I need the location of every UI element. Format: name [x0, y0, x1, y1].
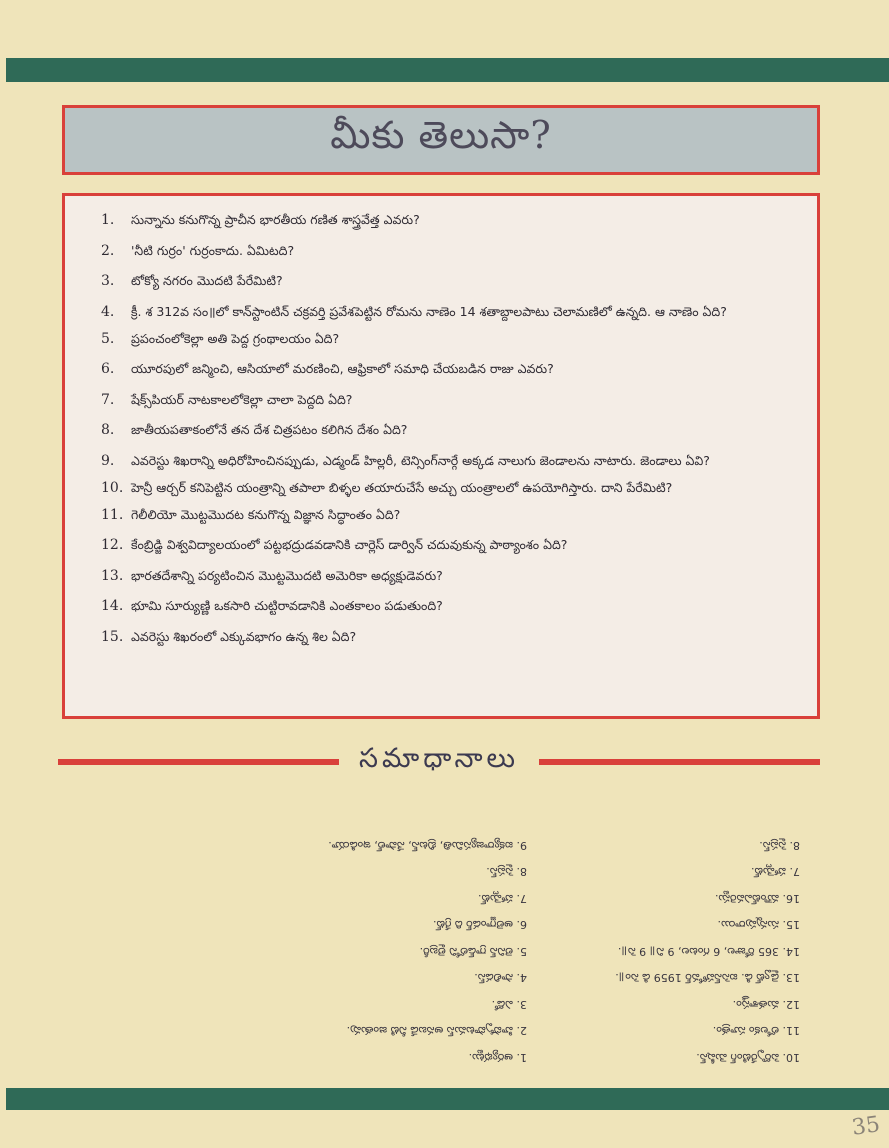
question-item	[101, 451, 801, 471]
answer-item: 8. సైప్రస్.	[486, 865, 527, 879]
question-item	[101, 505, 801, 525]
answer-item: 1. ఆర్యభట్టు.	[468, 1051, 527, 1064]
question-item	[101, 271, 801, 291]
question-text: భారతదేశాన్ని పర్యటించిన మొట్టమొదటి అమెరికా అధ్యక్షుడెవరు?	[131, 567, 443, 583]
answer-item: 16. మౌంట్‌ఎవరెస్టు.	[714, 892, 800, 905]
question-number: 10.	[101, 479, 124, 496]
page-number: 35	[850, 1112, 882, 1141]
question-item	[101, 566, 801, 586]
answers-column-right	[553, 800, 800, 1070]
answers-upside-down	[280, 800, 800, 1070]
question-item	[101, 420, 801, 440]
question-number: 8.	[101, 422, 115, 438]
question-number: 4.	[101, 303, 115, 320]
question-text: జాతీయపతాకంలోనే తన దేశ చిత్రపటం కలిగిన దేశం ఏది?	[131, 422, 408, 437]
answer-item: 14. 365 రోజుల, 6 గంటల, 9 ని॥ 9 సె॥.	[617, 945, 800, 958]
answers-column-left	[280, 800, 527, 1070]
question-item	[101, 627, 801, 647]
question-number: 2.	[101, 242, 115, 259]
questions-box	[62, 193, 820, 719]
question-number: 7.	[101, 391, 115, 408]
question-item	[101, 302, 801, 322]
answer-item: 11. లోలకం సూత్రం.	[712, 1024, 800, 1038]
question-number: 14.	[101, 598, 124, 614]
answers-rule-right	[539, 759, 820, 765]
question-item	[101, 329, 801, 349]
question-number: 9.	[101, 452, 115, 469]
answer-item: 8. సైప్రస్.	[759, 839, 800, 852]
answers-title: సమాధానాలు	[359, 743, 519, 774]
question-text: గెలీలియో మొట్టమొదట కనుగొన్న విజ్ఞాన సిద్ధాంతం ఏది?	[131, 506, 401, 522]
answer-item: 7. హామ్లెట్.	[751, 865, 800, 879]
answer-item: 4. సాలిడస్.	[474, 971, 527, 985]
answer-item: 3. ఎడో.	[491, 998, 527, 1011]
question-number: 12.	[101, 537, 124, 553]
question-text: ఎవరెస్టు శిఖరంలో ఎక్కువభాగం ఉన్న శిల ఏది?	[131, 628, 357, 644]
answer-item: 7. హామ్లెట్.	[478, 892, 527, 905]
question-text: సున్నాను కనుగొన్న ప్రాచీన భారతీయ గణిత శాస్త్రవేత్త ఎవరు?	[131, 212, 420, 227]
answers-header	[58, 742, 820, 782]
bottom-green-band	[6, 1088, 889, 1110]
question-text: యూరపులో జన్మించి, ఆసియాలో మరణించి, ఆఫ్రికాలో సమాధి చేయబడిన రాజు ఎవరు?	[131, 361, 554, 376]
question-text: హెన్రీ ఆర్చర్ కనిపెట్టిన యంత్రాన్ని తపాలా బిళ్ళల తయారుచేసే అచ్చు యంత్రాలలో ఉపయోగిస్తారు. దాని పేరేమిటి?	[131, 479, 673, 495]
question-number: 6.	[101, 361, 115, 377]
question-text: టోక్యో నగరం మొదటి పేరేమిటి?	[131, 273, 283, 288]
question-list	[101, 210, 801, 647]
page-title: మీకు తెలుసా?	[330, 113, 552, 157]
answer-item: 6. అలెగ్జాండర్ ది గ్రేట్.	[432, 918, 527, 932]
question-text: కేంబ్రిడ్జి విశ్వవిద్యాలయంలో పట్టభద్రుడవడానికి చార్లెస్ డార్విన్ చదువుకున్న పాఠ్యాంశం ఏది?	[131, 537, 568, 552]
question-number: 15.	[101, 628, 124, 645]
question-item	[101, 210, 801, 230]
question-text: 'నీటి గుర్రం' గుర్రంకాదు. ఏమిటది?	[131, 242, 295, 258]
answer-item: 2. హిప్పోపొటమస్ అనబడే నీటి జంతువు.	[346, 1024, 527, 1038]
question-item	[101, 478, 801, 498]
question-item	[101, 535, 801, 555]
title-box	[62, 105, 820, 175]
question-text: క్రీ. శ 312వ సం॥లో కాన్‌స్టాంటిన్ చక్రవర్తి ప్రవేశపెట్టిన రోమను నాణెం 14 శతాబ్దాలపాటు చెలామణిలో ఉన్నది. ఆ నాణెం ఏది?	[131, 303, 727, 319]
answer-item: 15. సున్నపురాయి.	[717, 918, 800, 932]
question-text: భూమి సూర్యుణ్ణి ఒకసారి చుట్టిరావడానికి ఎంతకాలం పడుతుంది?	[131, 598, 443, 613]
question-item	[101, 241, 801, 261]
answers-rule-left	[58, 759, 339, 765]
question-number: 1.	[101, 212, 115, 228]
question-item	[101, 359, 801, 379]
question-item	[101, 390, 801, 410]
answer-item: 9. ఐక్యరాజ్యసమితి, బ్రిటన్, నేపాల్, ఇండియా.	[328, 839, 527, 852]
question-item	[101, 596, 801, 616]
question-number: 3.	[101, 273, 115, 289]
question-number: 13.	[101, 567, 124, 584]
answer-item: 10. పెర్ఫొరేటింగ్ మెషీన్.	[696, 1051, 800, 1064]
question-text: ప్రపంచంలోకెల్లా అతి పెద్ద గ్రంథాలయం ఏది?	[131, 330, 340, 346]
top-green-band	[6, 58, 889, 82]
question-number: 5.	[101, 330, 115, 347]
answer-item: 5. లెనిన్ గ్రాడ్‌లోని లైబ్రరీ.	[419, 945, 527, 958]
answer-item: 12. మతశాస్త్రం.	[732, 998, 800, 1011]
answer-item: 13. డ్వైట్ డి. ఐసెన్‌హోవర్ 1959 డి సెం॥.	[615, 971, 800, 985]
question-number: 11.	[101, 506, 124, 523]
question-text: షేక్స్‌పియర్ నాటకాలలోకెల్లా చాలా పెద్దది ఏది?	[131, 391, 353, 407]
question-text: ఎవరెస్టు శిఖరాన్ని అధిరోహించినప్పుడు, ఎడ్మండ్ హిల్లరీ, టెన్సింగ్‌నార్గే అక్కడ నాలుగు జెండాలను నాటారు. జెండాలు ఏవి?	[131, 452, 710, 468]
